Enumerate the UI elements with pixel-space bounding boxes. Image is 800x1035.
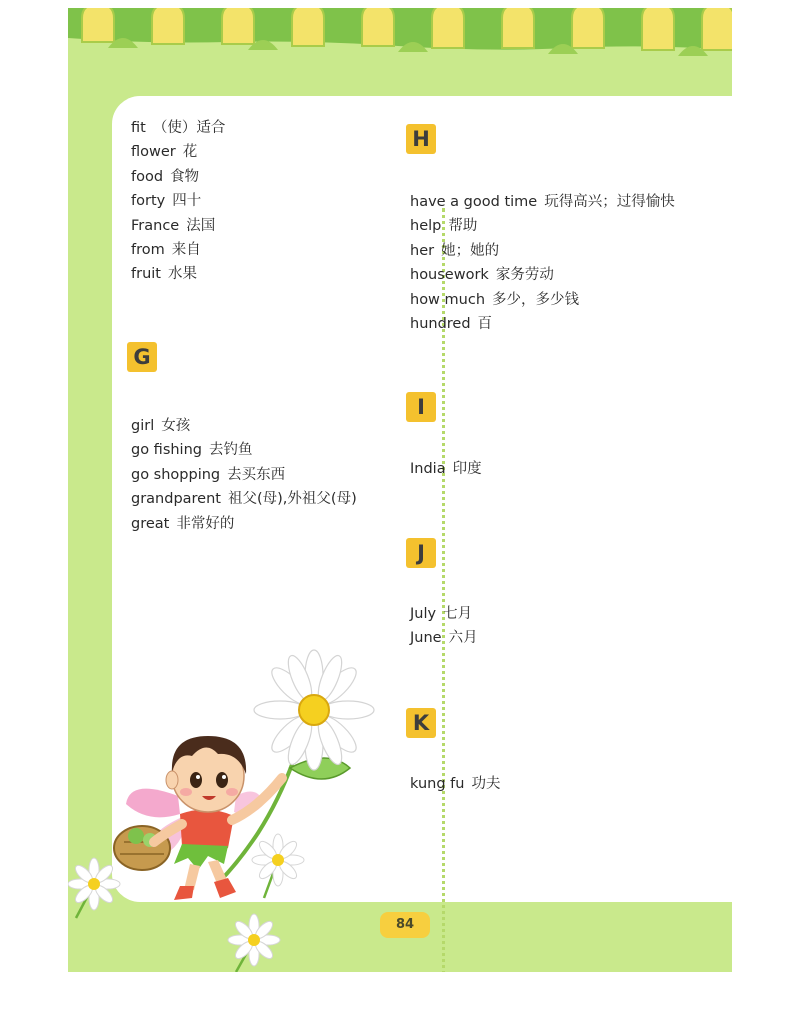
list-item: housework 家务劳动 [410, 267, 554, 284]
list-item: flower 花 [131, 144, 198, 161]
section-letter-j: J [406, 538, 436, 568]
list-item: kung fu 功夫 [410, 776, 501, 792]
section-letter-i: I [406, 392, 436, 422]
list-item: July 七月 [410, 606, 473, 622]
j-word-list [410, 602, 478, 651]
list-item: help 帮助 [410, 218, 478, 235]
f-word-list [131, 116, 225, 287]
section-letter-k: K [406, 708, 436, 738]
list-item: grandparent 祖父(母),外祖父(母) [131, 491, 357, 508]
list-item: girl 女孩 [131, 418, 191, 434]
list-item: her 她；她的 [410, 242, 500, 259]
list-item: go fishing 去钓鱼 [131, 442, 253, 459]
i-word-list [410, 457, 482, 481]
list-item: how much 多少，多少钱 [410, 291, 580, 308]
list-item: France 法国 [131, 217, 216, 234]
list-item: India 印度 [410, 461, 482, 477]
section-letter-g: G [127, 342, 157, 372]
list-item: from 来自 [131, 241, 201, 258]
page-number: 84 [380, 912, 430, 938]
list-item: June 六月 [410, 630, 478, 647]
fairy-child-with-daisy-illustration [68, 628, 398, 972]
section-letter-h: H [406, 124, 436, 154]
k-word-list [410, 772, 500, 796]
list-item: go shopping 去买东西 [131, 466, 286, 483]
list-item: forty 四十 [131, 193, 202, 210]
fence-border-decoration [68, 8, 732, 68]
h-word-list [410, 190, 675, 336]
list-item: great 非常好的 [131, 515, 235, 532]
list-item: hundred 百 [410, 315, 493, 332]
list-item: fruit 水果 [131, 266, 197, 283]
list-item: food 食物 [131, 168, 200, 185]
list-item: have a good time 玩得高兴；过得愉快 [410, 194, 675, 210]
g-word-list [131, 414, 357, 536]
list-item: fit （使）适合 [131, 120, 226, 136]
textbook-page [68, 8, 732, 972]
